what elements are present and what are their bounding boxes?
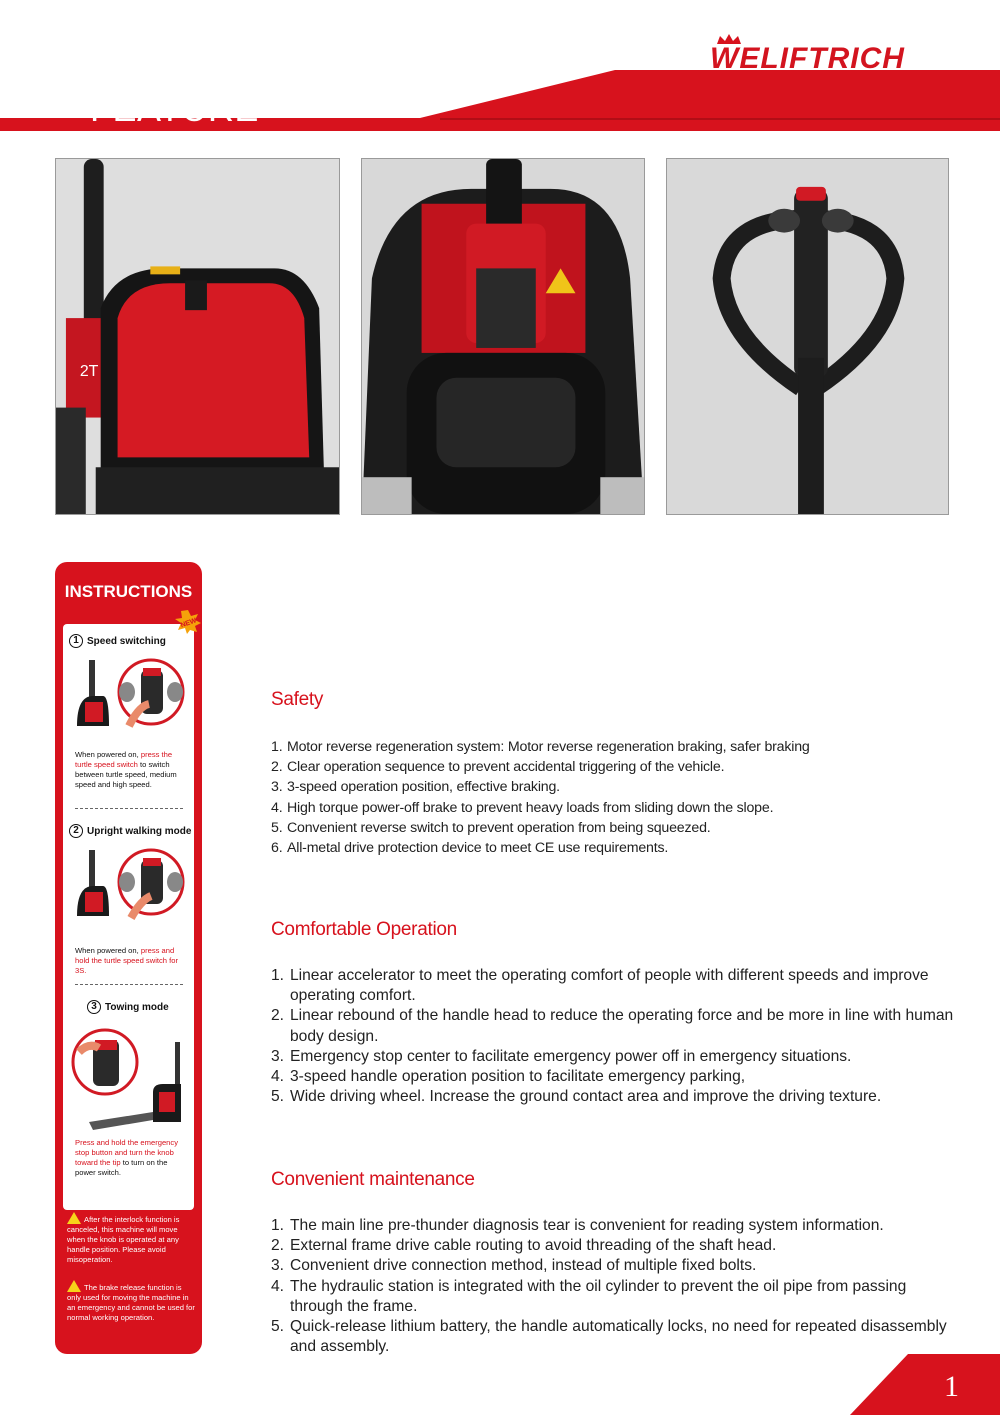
list-item: 5. Convenient reverse switch to prevent operation from being squeezed. — [271, 819, 711, 836]
towing-mode-illustration-icon — [69, 1022, 189, 1134]
brand-logo: WELIFTRICH — [710, 42, 905, 75]
speed-switching-illustration-icon — [69, 656, 189, 740]
list-item: 2. Clear operation sequence to prevent accidental triggering of the vehicle. — [271, 759, 725, 776]
step-2-text: When powered on, press and hold the turtle speed switch for 3S. — [75, 946, 178, 975]
divider — [75, 984, 183, 985]
step-2-number: 2 — [69, 824, 83, 838]
step-3-header — [87, 1000, 169, 1014]
page-number: 1 — [944, 1370, 959, 1403]
drive-protection-photo-icon — [362, 159, 644, 514]
list-item: 3. Convenient drive connection method, instead of multiple fixed bolts. — [271, 1257, 757, 1275]
step-3-text: Press and hold the emergency stop button and turn the knob toward the tip to turn on the power switch. — [75, 1138, 178, 1177]
section-title-safety: Safety — [271, 689, 324, 710]
list-item: 6. All-metal drive protection device to meet CE use requirements. — [271, 840, 669, 857]
warning-brake-release: The brake release function is only used for moving the machine in an emergency and cannot be used for normal working operation. — [67, 1280, 197, 1323]
list-item: 3. Emergency stop center to facilitate emergency power off in emergency situations. — [271, 1047, 852, 1065]
instructions-card — [63, 617, 198, 1210]
svg-text:2T: 2T — [79, 362, 99, 380]
list-item: 5. Quick-release lithium battery, the handle automatically locks, no need for repeated disassembly and assembly. — [271, 1318, 947, 1356]
warning-icon — [67, 1212, 81, 1224]
step-2-header — [69, 824, 191, 838]
list-item: 1. Motor reverse regeneration system: Motor reverse regeneration braking, safer braking — [271, 739, 810, 755]
maintenance-list — [271, 1216, 961, 1357]
list-item: 4. High torque power-off brake to prevent heavy loads from sliding down the slope. — [271, 799, 774, 816]
page-title: FEATURE — [90, 88, 259, 129]
comfort-list — [271, 966, 961, 1107]
warning-interlock: After the interlock function is canceled, this machine will move when the knob is operated at any handle position. Please avoid misoperation. — [67, 1212, 197, 1265]
photo-handle-head — [666, 158, 949, 515]
footer-corner-shape — [850, 1354, 1000, 1415]
list-item: 2. External frame drive cable routing to avoid threading of the shaft head. — [271, 1237, 777, 1255]
photo-drive-protection — [361, 158, 645, 515]
step-1-text: When powered on, press the turtle speed switch to switch between turtle speed, medium speed and high speed. — [75, 750, 177, 789]
handle-head-photo-icon — [667, 159, 948, 514]
step-1-header — [69, 634, 166, 648]
warning-icon — [67, 1280, 81, 1292]
step-3-title: Towing mode — [105, 1001, 169, 1013]
step-1-number: 1 — [69, 634, 83, 648]
instructions-panel — [55, 562, 202, 1354]
list-item: 4. 3-speed handle operation position to facilitate emergency parking, — [271, 1068, 746, 1086]
section-title-comfort: Comfortable Operation — [271, 919, 457, 940]
safety-list — [271, 737, 931, 858]
section-title-maintenance: Convenient maintenance — [271, 1169, 475, 1190]
divider — [75, 808, 183, 809]
instructions-title: INSTRUCTIONS — [64, 582, 193, 601]
new-badge-icon — [175, 610, 201, 634]
step-2-title: Upright walking mode — [87, 825, 192, 837]
step-1-title: Speed switching — [87, 635, 166, 647]
photo-battery-compartment — [55, 158, 340, 515]
battery-compartment-photo-icon — [56, 159, 339, 514]
list-item: 3. 3-speed operation position, effective braking. — [271, 779, 560, 796]
svg-text:NEW: NEW — [179, 617, 198, 630]
list-item: 5. Wide driving wheel. Increase the ground contact area and improve the driving texture. — [271, 1088, 882, 1106]
list-item: 1. The main line pre-thunder diagnosis tear is convenient for reading system information. — [271, 1217, 884, 1234]
list-item: 2. Linear rebound of the handle head to reduce the operating force and be more in line with human body design. — [271, 1007, 954, 1045]
list-item: 4. The hydraulic station is integrated with the oil cylinder to prevent the oil pipe from passing through the frame. — [271, 1277, 907, 1315]
upright-walking-illustration-icon — [69, 846, 189, 930]
list-item: 1. Linear accelerator to meet the operating comfort of people with different speeds and improve operating comfort. — [271, 967, 929, 1005]
step-3-number: 3 — [87, 1000, 101, 1014]
